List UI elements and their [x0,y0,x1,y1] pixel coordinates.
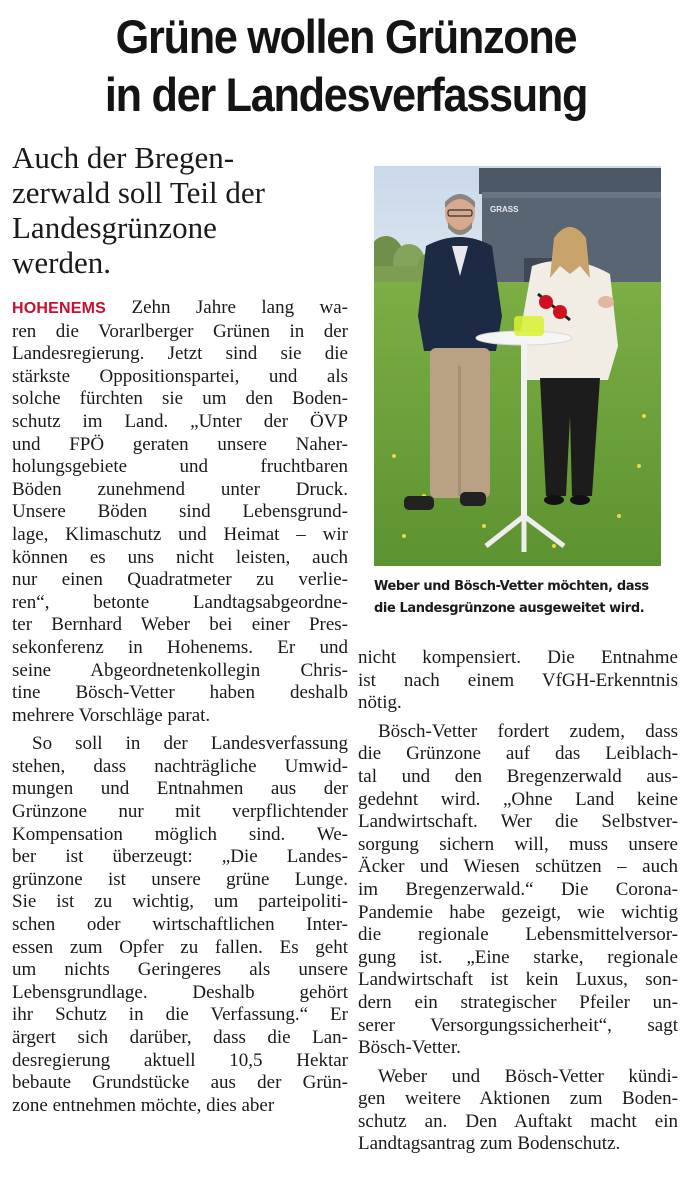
text-line: stehen, dass nachträgliche Umwid- [12,755,348,777]
text-line: sekonferenz in Hohenems. Er und [12,636,348,658]
text-line: mungen und Entnahmen aus der [12,778,348,800]
first-line [12,297,348,321]
text-line: ärgert sich darüber, dass die Lan- [12,1027,348,1048]
text-line: Lebensgrundlage. Deshalb gehört [12,981,348,1003]
text-line: Landesregierung. Jetzt sind sie die [12,343,348,365]
text-line: können es uns nicht leisten, auch [12,546,348,568]
first-line-text: Zehn Jahre lang wa- [106,297,348,318]
subhead-line: Landesgrünzone [12,210,217,245]
text-line: nur einen Quadratmeter zu verlie- [12,569,348,591]
text-line: grünzone ist unsere grüne Lunge. [12,868,348,890]
body-column-right [358,647,678,1156]
text-line: zone entnehmen möchte, dies aber [12,1094,275,1116]
subheadline [12,140,357,280]
text-line: Bösch-Vetter fordert zudem, dass [378,720,678,742]
headline [28,8,665,124]
text-line: Kompensation möglich sind. We- [12,823,348,845]
left-paragraph-1 [12,321,348,728]
text-line: schutz an. Den Auftakt macht ein [358,1110,678,1132]
text-line: holungsgebiete und fruchtbaren [12,456,348,478]
text-line: um nichts Geringeres als unsere [12,959,348,981]
text-line: dern ein strategischer Pfeiler un- [358,991,678,1013]
text-line: nötig. [358,692,402,714]
text-line: und FPÖ geraten unsere Naher- [12,433,348,455]
text-line: gung ist. „Eine starke, regionale [358,946,678,968]
text-line: nicht kompensiert. Die Entnahme [358,647,678,668]
text-line: Böden zunehmend unter Druck. [12,478,348,500]
caption-line: die Landesgrünzone ausgeweitet wird. [374,601,645,616]
text-line: So soll in der Landesverfassung [32,733,348,755]
text-line: ren“, betonte Landtagsabgeordne- [12,591,348,613]
text-line: essen zum Opfer zu fallen. Es geht [12,936,348,958]
text-line: die regionale Lebensmittelversor- [358,924,678,946]
dateline: HOHENEMS [12,300,107,317]
text-line: serer Versorgungssicherheit“, sagt [358,1014,678,1036]
text-line: die Grünzone auf das Leiblach- [358,743,678,765]
text-line: desregierung aktuell 10,5 Hektar [12,1049,348,1071]
press-photo [374,166,661,566]
left-paragraph-2 [12,733,348,1117]
press-photo-illustration [374,166,661,566]
text-line: Landwirtschaft. Wer die Selbstver- [358,811,678,833]
text-line: Sie ist zu wichtig, um parteipoliti- [12,891,348,913]
headline-line-2: in der Landesverfassung [104,68,588,121]
headline-line-1: Grüne wollen Grünzone [115,10,577,63]
building-sign: GRASS [490,205,519,214]
text-line: sorgung sichern will, muss unsere [358,833,678,855]
text-line: ter Bernhard Weber bei einer Pres- [12,614,348,636]
caption-line: Weber und Bösch-Vetter möchten, dass [374,579,649,594]
text-line: stärkste Oppositionspartei, und als [12,365,348,387]
text-line: schutz im Land. „Unter der ÖVP [12,410,348,432]
body-column-left [12,297,348,1117]
text-line: Weber und Bösch-Vetter kündi- [378,1065,678,1087]
right-paragraph-1 [358,647,678,715]
text-line: im Bregenzerwald.“ Die Corona- [358,878,678,900]
text-line: mehrere Vorschläge parat. [12,704,211,726]
subhead-line: zerwald soll Teil der [12,175,265,210]
text-line: seine Abgeordnetenkollegin Chris- [12,659,348,681]
text-line: bebaute Grundstücke aus der Grün- [12,1072,348,1094]
text-line: tine Bösch-Vetter haben deshalb [12,682,348,704]
text-line: Pandemie habe gezeigt, wie wichtig [358,901,678,923]
text-line: Grünzone nur mit verpflichtender [12,801,348,823]
text-line: ber ist überzeugt: „Die Landes- [12,846,348,868]
text-line: Bösch-Vetter. [358,1037,461,1059]
text-line: lage, Klimaschutz und Heimat – wir [12,523,348,545]
right-paragraph-2 [358,721,678,1060]
photo-caption [374,576,674,620]
text-line: ihr Schutz in die Verfassung.“ Er [12,1004,348,1026]
subhead-line: Auch der Bregen- [12,140,235,175]
text-line: Äcker und Wiesen schützen – auch [358,856,678,878]
text-line: ist nach einem VfGH-Erkenntnis [358,669,678,691]
text-line: ren die Vorarlberger Grünen in der [12,320,348,342]
text-line: Landwirtschaft ist kein Luxus, son- [358,969,678,991]
text-line: schen oder wirtschaftlichen Inter- [12,914,348,936]
text-line: gen weitere Aktionen zum Boden- [358,1088,678,1110]
subhead-line: werden. [12,245,111,280]
text-line: solche fürchten sie um den Boden- [12,388,348,410]
text-line: gedehnt wird. „Ohne Land keine [358,788,678,810]
right-paragraph-3 [358,1066,678,1156]
text-line: Unsere Böden sind Lebensgrund- [12,501,348,523]
text-line: tal und den Bregenzerwald aus- [358,765,678,787]
text-line: Landtagsantrag zum Bodenschutz. [358,1133,621,1155]
